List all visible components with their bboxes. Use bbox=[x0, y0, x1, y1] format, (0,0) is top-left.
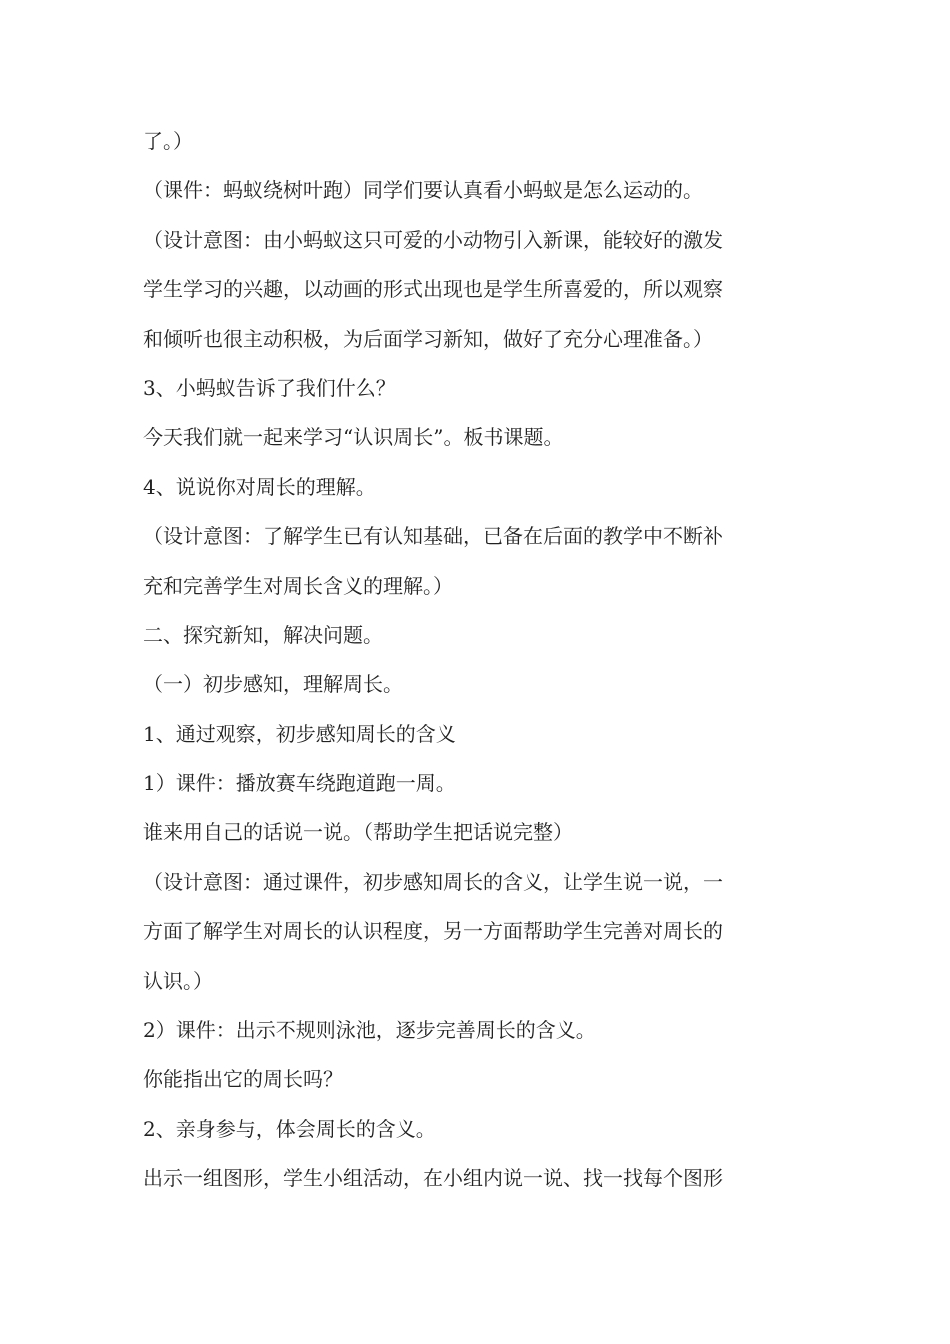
text-line: 1、通过观察，初步感知周长的含义 bbox=[143, 721, 456, 746]
text-line: 你能指出它的周长吗？ bbox=[143, 1067, 343, 1092]
text-line: （设计意图：了解学生已有认知基础，已备在后面的教学中不断补 bbox=[143, 524, 723, 549]
text-line: 1）课件：播放赛车绕跑道跑一周。 bbox=[143, 771, 456, 796]
text-line: 4、说说你对周长的理解。 bbox=[143, 474, 376, 499]
text-line: 和倾听也很主动积极，为后面学习新知，做好了充分心理准备。） bbox=[143, 326, 713, 351]
text-line: 二、探究新知，解决问题。 bbox=[143, 622, 383, 647]
document-body bbox=[143, 120, 808, 1207]
text-line: 方面了解学生对周长的认识程度，另一方面帮助学生完善对周长的 bbox=[143, 919, 723, 944]
text-line: 2、亲身参与，体会周长的含义。 bbox=[143, 1116, 436, 1141]
text-line: 认识。） bbox=[143, 968, 213, 993]
text-line: （课件：蚂蚁绕树叶跑）同学们要认真看小蚂蚁是怎么运动的。 bbox=[143, 178, 703, 203]
text-line: （设计意图：由小蚂蚁这只可爱的小动物引入新课，能较好的激发 bbox=[143, 227, 723, 252]
text-line: （一）初步感知，理解周长。 bbox=[143, 672, 403, 697]
text-line: 谁来用自己的话说一说。（帮助学生把话说完整） bbox=[143, 820, 573, 845]
text-line: 2）课件：出示不规则泳池，逐步完善周长的含义。 bbox=[143, 1018, 596, 1043]
text-line: 学生学习的兴趣，以动画的形式出现也是学生所喜爱的，所以观察 bbox=[143, 277, 723, 302]
text-line: 充和完善学生对周长含义的理解。） bbox=[143, 573, 453, 598]
text-line: 3、小蚂蚁告诉了我们什么？ bbox=[143, 375, 396, 400]
text-line: （设计意图：通过课件，初步感知周长的含义，让学生说一说，一 bbox=[143, 869, 723, 894]
text-line: 出示一组图形，学生小组活动，在小组内说一说、找一找每个图形 bbox=[143, 1166, 723, 1191]
text-line: 今天我们就一起来学习“认识周长”。板书课题。 bbox=[143, 425, 564, 450]
text-line: 了。） bbox=[143, 129, 193, 153]
